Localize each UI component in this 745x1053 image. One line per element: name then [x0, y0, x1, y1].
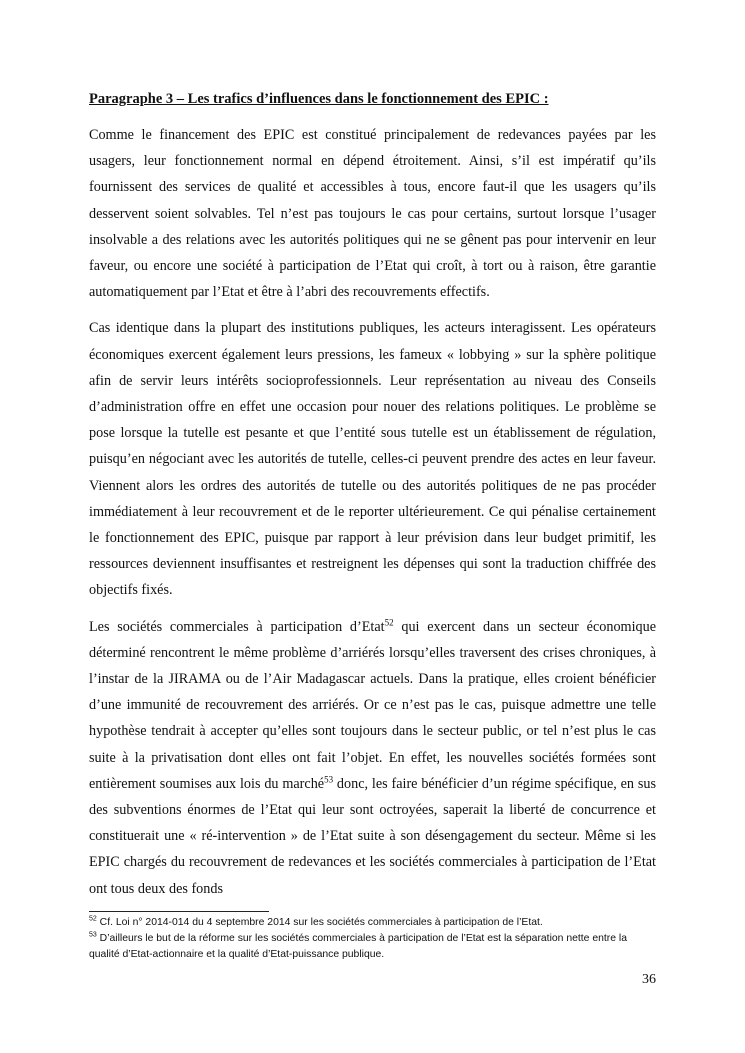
- paragraph-3-part-1: Les sociétés commerciales à participation d’Etat: [89, 618, 385, 635]
- body-text: [89, 122, 656, 912]
- section-heading: Paragraphe 3 – Les trafics d’influences dans le fonctionnement des EPIC :: [89, 91, 549, 107]
- footnote-53: [89, 931, 656, 963]
- page-number: 36: [642, 972, 656, 987]
- footnote-text: D’ailleurs le but de la réforme sur les sociétés commerciales à participation de l’Etat est la séparation nette entre la qualité d’Etat-actionnaire et la qualité d’Etat-puissance publique.: [89, 933, 627, 960]
- footnote-ref-53[interactable]: 53: [324, 774, 334, 785]
- paragraph-2: Cas identique dans la plupart des institutions publiques, les acteurs interagissent. Les opérateurs économiques exercent également leurs pressions, les fameux « lobbying » sur la sphère politique afin de servir leurs intérêts socioprofessionnels. Leur représentation au niveau des Conseils d’administration offre en effet une occasion pour nouer des relations politiques. Le problème se pose lorsque la tutelle est pesante et que l’entité sous tutelle est un établissement de régulation, puisqu’en négociant avec les autorités de tutelle, celles-ci peuvent prendre des actes en leur faveur. Viennent alors les ordres des autorités de tutelle ou des autorités politiques de ne pas procéder immédiatement à leur recouvrement et de le reporter ultérieurement. Ce qui pénalise certainement le fonctionnement des EPIC, puisque par rapport à leur prévision dans leur budget primitif, les ressources deviennent insuffisantes et restreignent les dépenses qui sont la traduction chiffrée des objectifs fixés.: [89, 320, 656, 599]
- paragraph-3-part-2: qui exercent dans un secteur économique déterminé rencontrent le même problème d’arriérés lorsqu’elles traversent des crises chroniques, à l’instar de la JIRAMA ou de l’Air Madagascar actuels. Dans la pratique, elles croient bénéficier d’une immunité de recouvrement des arriérés. Or ce n’est pas le cas, puisque admettre une telle hypothèse tendrait à accepter qu’elles sont toujours dans le secteur public, or tel n’est plus le cas suite à la privatisation dont elles ont fait l’objet. En effet, les nouvelles sociétés formées sont entièrement soumises aux lois du marché: [89, 618, 657, 792]
- paragraph-1: Comme le financement des EPIC est constitué principalement de redevances payées par les usagers, leur fonctionnement normal en dépend étroitement. Ainsi, s’il est impératif qu’ils fournissent des services de qualité et accessibles à tous, encore faut-il que les usagers qu’ils desservent soient solvables. Tel n’est pas toujours le cas pour certains, surtout lorsque l’usager insolvable a des relations avec les autorités politiques qui ne se gênent pas pour intervenir en leur faveur, ou encore une société à participation de l’Etat qui croît, à tort ou à raison, être garantie automatiquement par l’Etat et être à l’abri des recouvrements effectifs.: [89, 127, 656, 301]
- footnotes: [89, 915, 656, 963]
- footnote-separator: [89, 911, 269, 912]
- footnote-number: 53: [89, 931, 97, 939]
- footnote-52: [89, 915, 656, 931]
- footnote-number: 52: [89, 915, 97, 923]
- footnote-text: Cf. Loi n° 2014-014 du 4 septembre 2014 sur les sociétés commerciales à participation de l’Etat.: [96, 917, 543, 928]
- footnote-ref-52[interactable]: 52: [384, 616, 394, 627]
- paragraph-3-part-3: donc, les faire bénéficier d’un régime spécifique, en sus des subventions énormes de l’Etat qui leur sont octroyées, saperait la liberté de concurrence et constituerait une « ré-intervention » de l’Etat suite à son désengagement du secteur. Même si les EPIC chargés du recouvrement de redevances et les sociétés commerciales à participation de l’Etat ont tous deux des fonds: [89, 775, 656, 897]
- paragraph-3: [89, 614, 656, 902]
